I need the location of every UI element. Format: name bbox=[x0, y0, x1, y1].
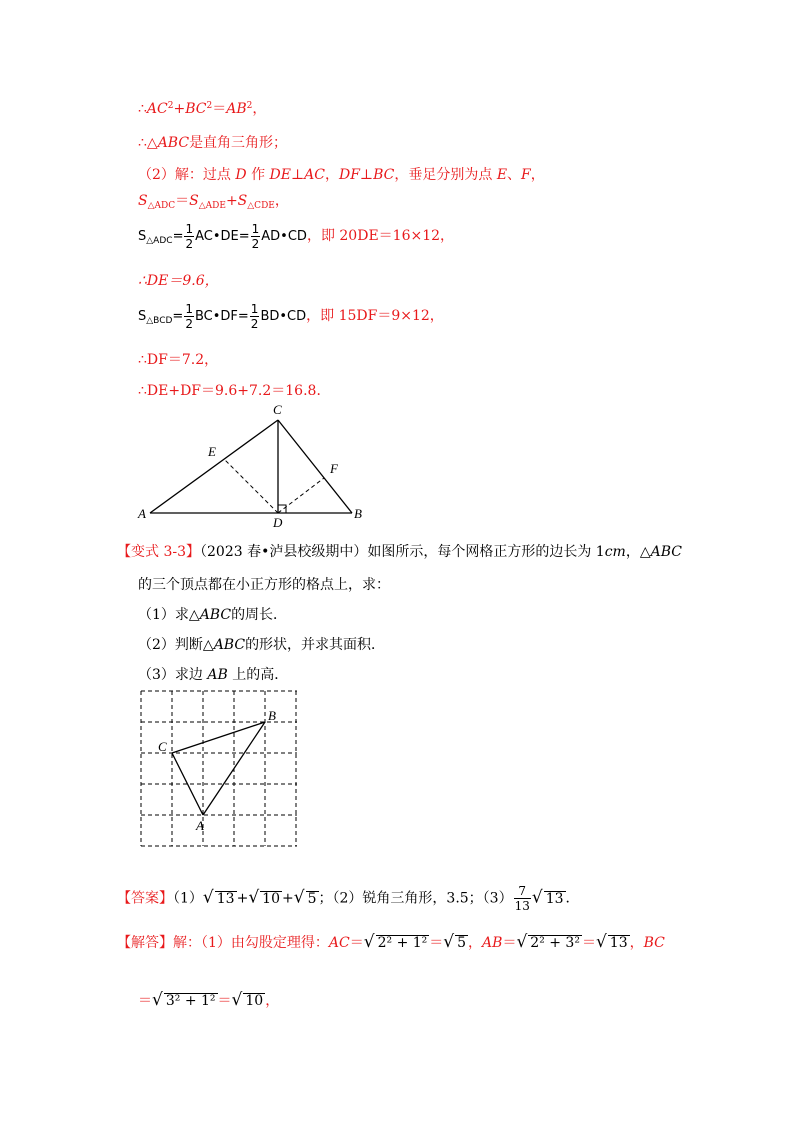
proof-line-5: $S_{\triangle ADC}=$ $\frac{1}{2}$ AC•DE= $\frac{1}{2}$ AD•CD，即 20DE＝16×12， bbox=[138, 222, 455, 251]
label-c: C bbox=[273, 402, 282, 417]
side-ac bbox=[150, 420, 278, 513]
question-3: （3）求边 AB 上的高． bbox=[138, 667, 289, 683]
proof-line-4: $S_{\triangle ADC}=S_{\triangle ADE}+S_{\triangle CDE}$， bbox=[138, 193, 289, 211]
proof-line-6: ∴DE＝9.6， bbox=[138, 273, 219, 289]
problem-tag: 【变式 3-3】 bbox=[117, 544, 200, 560]
proof-line-8: ∴DF＝7.2， bbox=[138, 352, 219, 368]
label-b: B bbox=[354, 506, 362, 521]
segment-df bbox=[278, 478, 324, 513]
label-f: F bbox=[330, 461, 338, 476]
side-cb bbox=[172, 722, 265, 753]
segment-de bbox=[224, 459, 278, 513]
proof-line-2: ∴△ABC是直角三角形； bbox=[138, 135, 288, 151]
problem-line-1: 【变式 3-3】（2023 春•泸县校级期中）如图所示，每个网格正方形的边长为 1cm，△ABC bbox=[117, 544, 682, 560]
label-e: E bbox=[208, 444, 216, 459]
answer-tag: 【答案】 bbox=[117, 890, 173, 907]
proof-line-7: $S_{\triangle BCD}=$ $\frac{1}{2}$ BC•DF= $\frac{1}{2}$ BD•CD，即 15DF＝9×12， bbox=[138, 302, 444, 331]
question-1: （1）求△ABC的周长． bbox=[138, 607, 288, 623]
solution-line-2: ＝√ 3² + 1² ＝√ 10 ， bbox=[138, 990, 280, 1010]
grid-label-b: B bbox=[268, 708, 276, 723]
problem-line-2: 的三个顶点都在小正方形的格点上，求： bbox=[138, 577, 390, 593]
proof-line-9: ∴DE+DF＝9.6+7.2＝16.8． bbox=[138, 383, 331, 399]
side-bc bbox=[278, 420, 352, 513]
solution-line-1: 【解答】解：（1）由勾股定理得：AC＝√ 2² + 1² ＝√ 5 ，AB＝√ 2² + 3² ＝√ 13 ，BC bbox=[117, 932, 665, 952]
label-a: A bbox=[138, 506, 146, 521]
proof-line-1: $\therefore AC^2+BC^2=AB^2$， bbox=[138, 101, 267, 117]
question-2: （2）判断△ABC的形状，并求其面积． bbox=[138, 637, 386, 653]
proof-line-3: （2）解：过点 D 作 DE⊥AC，DF⊥BC，垂足分别为点 E、F， bbox=[138, 167, 545, 183]
triangle-figure-1 bbox=[130, 398, 370, 528]
grid-label-c: C bbox=[158, 739, 167, 754]
answer-line: 【答案】（1）√ 13 +√ 10 +√ 5 ；（2）锐角三角形，3.5；（3） $\frac{7}{13}$ √ 13 ． bbox=[117, 884, 580, 913]
label-d: D bbox=[273, 515, 283, 528]
grid-label-a: A bbox=[196, 818, 204, 833]
grid-figure-2 bbox=[136, 688, 306, 852]
solution-tag: 【解答】 bbox=[117, 935, 173, 951]
